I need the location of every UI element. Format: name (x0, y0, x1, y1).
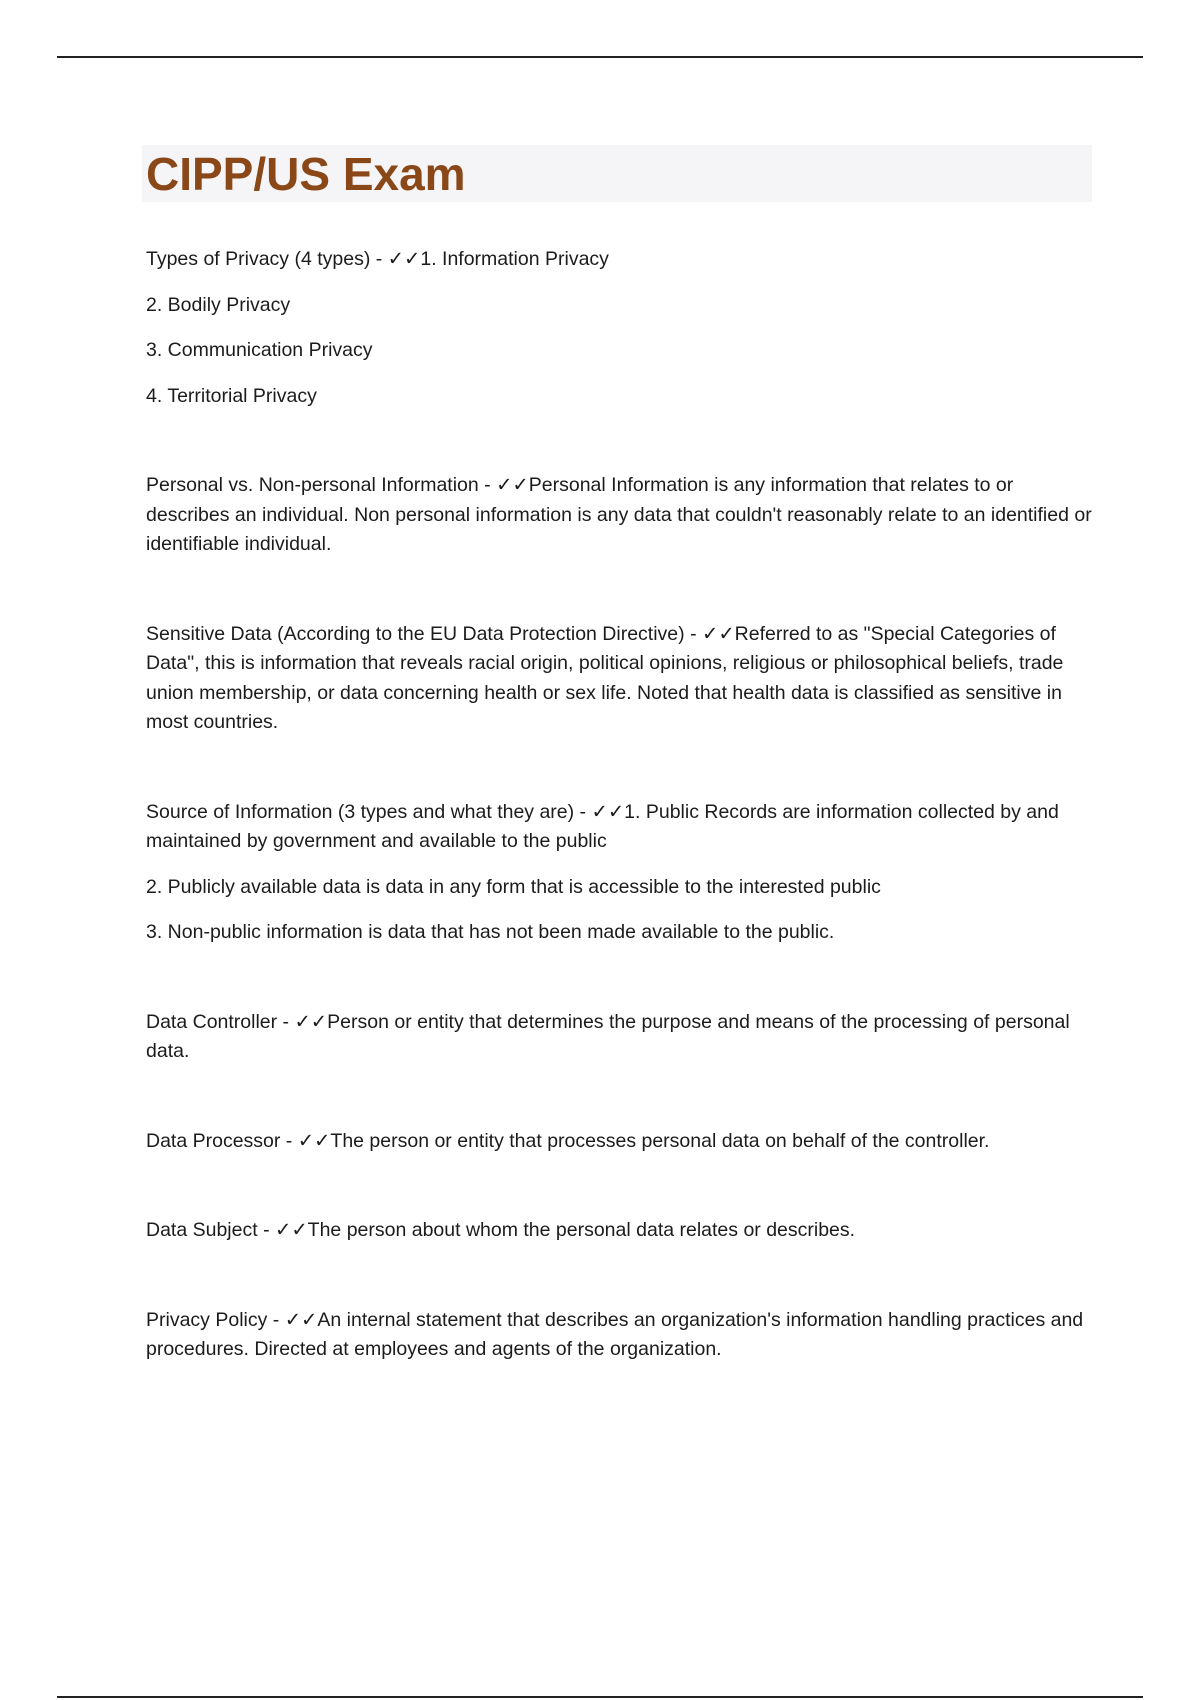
entry-question (146, 471, 1096, 560)
entry-data-controller (146, 1008, 1096, 1067)
entry-personal-vs-non-personal (146, 471, 1096, 560)
entry-answer: 1. Information Privacy (420, 248, 609, 270)
entry-question (146, 1216, 1096, 1246)
entry-privacy-policy (146, 1306, 1096, 1365)
entry-answer: An internal statement that describes an organization's information handling practices and procedures. Directed at employees and agents of the organization. (146, 1308, 1084, 1360)
entry-list-item: 3. Communication Privacy (146, 339, 373, 361)
entry-source-of-information (146, 798, 1096, 948)
entry-types-of-privacy (146, 245, 1096, 411)
entry-sensitive-data (146, 620, 1096, 738)
double-check-icon: ✓✓ (387, 248, 421, 270)
entry-list-item: 3. Non-public information is data that has not been made available to the public. (146, 921, 835, 943)
entry-term: Sensitive Data (According to the EU Data Protection Directive) - (146, 622, 702, 645)
double-check-icon: ✓✓ (591, 800, 625, 823)
page-title: CIPP/US Exam (146, 148, 466, 200)
entry-term: Personal vs. Non-personal Information - (146, 474, 497, 496)
double-check-icon: ✓✓ (284, 1308, 318, 1331)
entry-answer: 1. Public Records are information collected by and maintained by government and available to the public (146, 800, 1059, 852)
entry-answer: Personal Information is any information that relates to or describes an individual. Non personal information is any data that couldn't reasonably relate to an identified or identifiable individual. (146, 474, 1092, 555)
double-check-icon: ✓✓ (297, 1129, 331, 1152)
entry-list-item: 4. Territorial Privacy (146, 384, 317, 407)
entry-answer: Person or entity that determines the purpose and means of the processing of personal data. (146, 1010, 1070, 1062)
entry-data-processor (146, 1127, 1096, 1157)
entry-term: Data Subject - (146, 1219, 275, 1241)
entry-term: Data Controller - (146, 1010, 295, 1033)
double-check-icon: ✓✓ (274, 1219, 308, 1241)
double-check-icon: ✓✓ (294, 1010, 328, 1033)
entry-term: Types of Privacy (4 types) - (146, 248, 388, 270)
entry-term: Data Processor - (146, 1129, 298, 1152)
entry-question (146, 1008, 1096, 1067)
document-body (146, 245, 1096, 1365)
entry-answer: The person about whom the personal data relates or describes. (307, 1219, 856, 1241)
double-check-icon: ✓✓ (701, 622, 735, 645)
entry-list-item: 2. Publicly available data is data in any form that is accessible to the interested public (146, 875, 881, 898)
entry-term: Privacy Policy - (146, 1308, 285, 1331)
entry-question (146, 798, 1096, 857)
entry-list-item: 2. Bodily Privacy (146, 293, 291, 316)
entry-answer: The person or entity that processes personal data on behalf of the controller. (330, 1129, 990, 1152)
entry-question (146, 1127, 1096, 1157)
double-check-icon: ✓✓ (496, 474, 529, 496)
entry-question (146, 1306, 1096, 1365)
entry-data-subject (146, 1216, 1096, 1246)
top-rule (57, 56, 1143, 58)
entry-answer: Referred to as "Special Categories of Data", this is information that reveals racial origin, political opinions, religious or philosophical beliefs, trade union membership, or data concerning health or sex life. Noted that health data is classified as sensitive in most countries. (146, 622, 1064, 733)
entry-term: Source of Information (3 types and what they are) - (146, 800, 592, 823)
title-bar (142, 145, 1092, 202)
bottom-rule (57, 1696, 1143, 1698)
entry-question (146, 620, 1096, 738)
entry-question (146, 245, 1096, 275)
